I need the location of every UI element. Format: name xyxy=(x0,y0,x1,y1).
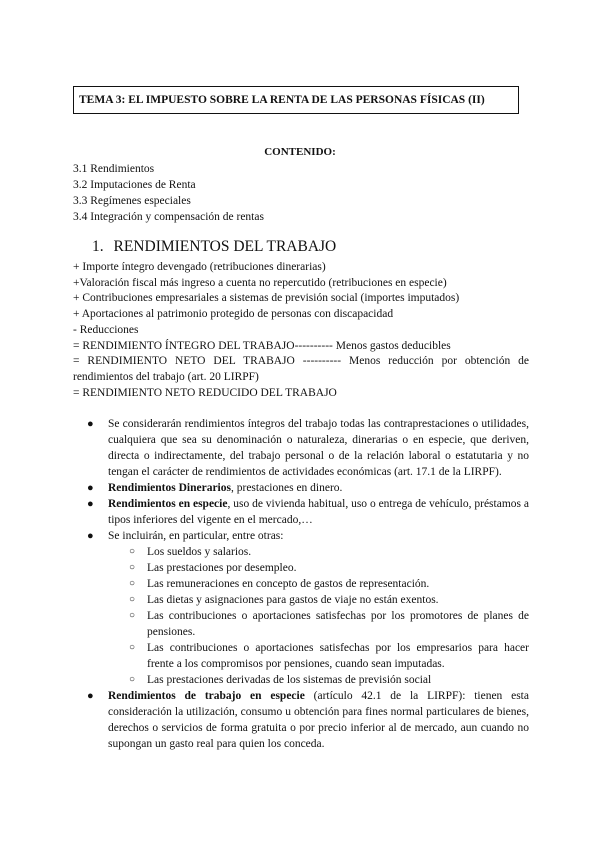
formula-line: = RENDIMIENTO ÍNTEGRO DEL TRABAJO---------- Menos gastos deducibles xyxy=(73,339,451,352)
formula-line: +Valoración fiscal más ingreso a cuenta no repercutido (retribuciones en especie) xyxy=(73,276,447,289)
bullet-icon: ● xyxy=(87,690,94,702)
list-item xyxy=(73,480,529,496)
sub-list-item xyxy=(73,560,529,576)
sub-list-item-text: Las remuneraciones en concepto de gastos de representación. xyxy=(147,578,430,590)
contents-heading: CONTENIDO: xyxy=(264,146,336,158)
list-item xyxy=(73,688,529,752)
toc-item: 3.2 Imputaciones de Renta xyxy=(73,179,196,191)
circle-bullet-icon: ○ xyxy=(129,546,136,557)
section-number: 1. xyxy=(92,238,104,255)
table-of-contents xyxy=(73,161,264,225)
sub-list-item xyxy=(73,576,529,592)
list-item-text: , uso de vivienda habitual, uso o entrega de vehículo, préstamos a tipos inferiores del vigente en el mercado,… xyxy=(108,498,529,526)
circle-bullet-icon: ○ xyxy=(129,674,136,685)
sub-list-item xyxy=(73,592,529,608)
list-item-text: (artículo 42.1 de la LIRPF): tienen esta consideración la utilización, consumo u obtención para fines normal particulares de bienes, derechos o servicios de forma gratuita o por precio inferior al de mercado, aun cuando no supongan un gasto real para quien los conceda. xyxy=(108,690,529,750)
formula-line: = RENDIMIENTO NETO DEL TRABAJO ---------- Menos reducción por obtención de xyxy=(73,355,529,368)
bullet-icon: ● xyxy=(87,530,94,542)
toc-item: 3.3 Regímenes especiales xyxy=(73,195,191,207)
circle-bullet-icon: ○ xyxy=(129,642,136,653)
circle-bullet-icon: ○ xyxy=(129,610,136,621)
formula-line: rendimientos del trabajo (art. 20 LIRPF) xyxy=(73,370,259,383)
page-title: TEMA 3: EL IMPUESTO SOBRE LA RENTA DE LAS PERSONAS FÍSICAS (II) xyxy=(73,86,519,114)
section-heading xyxy=(92,238,336,256)
formula-line: + Contribuciones empresariales a sistemas de previsión social (importes imputados) xyxy=(73,292,460,305)
sub-list-item-text: Las dietas y asignaciones para gastos de viaje no están exentos. xyxy=(147,594,439,606)
income-formula xyxy=(73,260,529,401)
formula-line: + Aportaciones al patrimonio protegido de personas con discapacidad xyxy=(73,308,394,321)
toc-item: 3.4 Integración y compensación de rentas xyxy=(73,211,264,223)
circle-bullet-icon: ○ xyxy=(129,562,136,573)
list-item-bold: Rendimientos Dinerarios xyxy=(108,482,231,494)
bullet-icon: ● xyxy=(87,498,94,510)
sub-list-item-text: Las contribuciones o aportaciones satisfechas por los empresarios para hacer frente a los compromisos por pensiones, cuando sean imputadas. xyxy=(147,642,529,670)
list-item-text: Se considerarán rendimientos íntegros del trabajo todas las contraprestaciones o utilidades, cualquiera que sea su denominación o naturaleza, dinerarias o en especie, que deriven, directa o indirectamente, del trabajo personal o de la relación laboral o estatutaria y no tengan el carácter de rendimientos de actividades económicas (art. 17.1 de la LIRPF). xyxy=(108,418,529,478)
list-item-text: , prestaciones en dinero. xyxy=(230,482,343,494)
bullet-icon: ● xyxy=(87,482,94,494)
sub-list-item xyxy=(73,608,529,640)
sub-list-item-text: Las prestaciones por desempleo. xyxy=(147,562,297,574)
sub-list-item-text: Los sueldos y salarios. xyxy=(147,546,252,558)
list-item xyxy=(73,528,529,544)
formula-line: - Reducciones xyxy=(73,323,139,336)
formula-line: + Importe íntegro devengado (retribuciones dinerarias) xyxy=(73,261,326,273)
list-item xyxy=(73,496,529,528)
formula-line: = RENDIMIENTO NETO REDUCIDO DEL TRABAJO xyxy=(73,386,337,399)
sub-list-item xyxy=(73,544,529,560)
section-title: RENDIMIENTOS DEL TRABAJO xyxy=(113,238,337,255)
sub-list-item xyxy=(73,640,529,672)
bullet-icon: ● xyxy=(87,418,94,430)
circle-bullet-icon: ○ xyxy=(129,594,136,605)
circle-bullet-icon: ○ xyxy=(129,578,136,589)
list-item-bold: Rendimientos de trabajo en especie xyxy=(108,690,305,702)
toc-item: 3.1 Rendimientos xyxy=(73,163,155,175)
sub-list-item-text: Las contribuciones o aportaciones satisfechas por los promotores de planes de pensiones. xyxy=(147,610,529,638)
sub-list-item-text: Las prestaciones derivadas de los sistemas de previsión social xyxy=(147,674,432,686)
list-item-text: Se incluirán, en particular, entre otras: xyxy=(108,530,284,542)
list-item-bold: Rendimientos en especie xyxy=(108,498,228,510)
bullet-list xyxy=(73,416,529,752)
sub-list-item xyxy=(73,672,529,688)
list-item xyxy=(73,416,529,480)
